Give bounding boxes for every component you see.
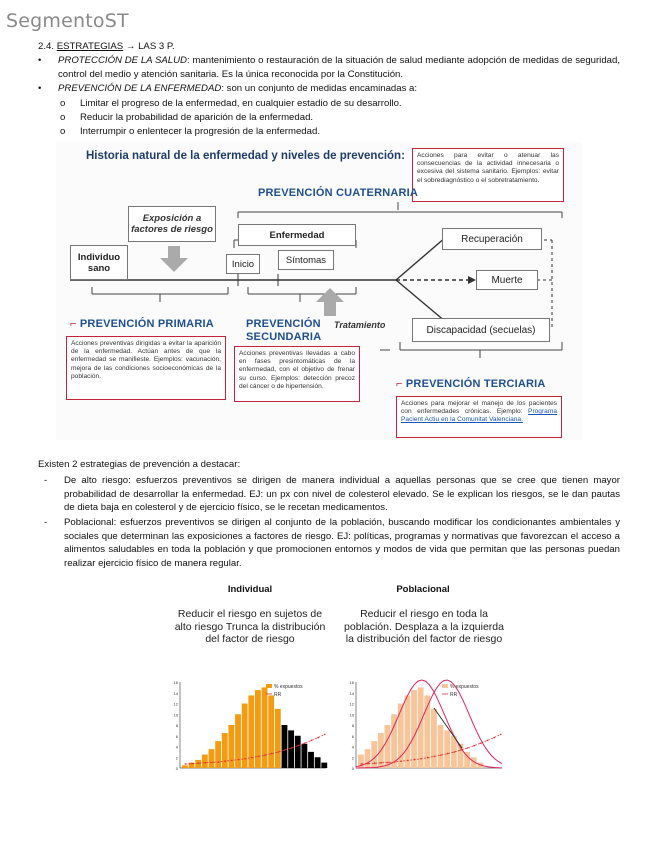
bar xyxy=(438,725,444,768)
bullet-lead: PREVENCIÓN DE LA ENFERMEDAD xyxy=(58,83,222,94)
rr-point xyxy=(311,740,313,742)
y-tick-label: 2 xyxy=(351,755,354,761)
prevention-diagram xyxy=(56,142,582,440)
tertiary-label: ⌐ PREVENCIÓN TERCIARIA xyxy=(396,378,546,390)
bar xyxy=(411,690,417,768)
rr-point xyxy=(447,753,449,755)
rr-point xyxy=(427,757,429,759)
rr-point xyxy=(204,762,206,764)
rr-point xyxy=(407,760,409,762)
bullet-text xyxy=(58,82,620,96)
rr-point xyxy=(324,734,326,736)
bullet-body: : mantenimiento o restauración de la situación de salud mediante adopción de medidas de seguridad, control del medio y atención sanitaria. Es la única reconocida por la Constitución. xyxy=(58,55,620,80)
tertiary-label-text: PREVENCIÓN TERCIARIA xyxy=(405,378,546,390)
y-tick-label: 14 xyxy=(349,690,354,696)
symptoms-box: Síntomas xyxy=(278,250,334,270)
bullet-prevencion xyxy=(38,82,620,96)
rr-point xyxy=(238,759,240,761)
bullet-proteccion xyxy=(38,54,620,81)
bar xyxy=(209,749,215,768)
subbullet-text: Limitar el progreso de la enfermedad, en cualquier estadio de su desarrollo. xyxy=(80,98,402,109)
rr-point xyxy=(258,756,260,758)
right-title: Poblacional xyxy=(396,584,450,595)
rr-point xyxy=(434,756,436,758)
tertiary-box xyxy=(396,396,562,438)
bar xyxy=(222,733,228,768)
bullet-lead: PROTECCIÓN DE LA SALUD xyxy=(58,55,187,66)
section-heading xyxy=(38,40,175,54)
rr-point xyxy=(198,762,200,764)
healthy-box: Individuo sano xyxy=(70,245,128,280)
bar xyxy=(371,741,377,768)
diagram-title: Historia natural de la enfermedad y niveles de prevención: xyxy=(86,150,405,162)
y-tick-label: 12 xyxy=(349,701,354,707)
legend-bar-swatch xyxy=(442,684,448,688)
bar xyxy=(321,763,327,768)
y-tick-label: 16 xyxy=(173,680,178,685)
exposure-box: Exposición a factores de riesgo xyxy=(128,206,216,242)
bar xyxy=(385,725,391,768)
bar xyxy=(215,741,221,768)
strategies-intro: Existen 2 estrategias de prevención a destacar: xyxy=(38,459,241,470)
legend-bar-label: % expuestos xyxy=(274,684,303,690)
y-tick-label: 14 xyxy=(173,690,178,696)
secondary-label-2: SECUNDARIA xyxy=(246,331,322,343)
bar xyxy=(444,730,450,768)
quaternary-label: PREVENCIÓN CUATERNARIA xyxy=(258,187,419,199)
rr-point xyxy=(473,745,475,747)
bar xyxy=(365,749,371,768)
bar xyxy=(282,725,288,768)
secondary-box: Acciones preventivas llevadas a cabo en fases presintomáticas de la enfermedad, con el objetivo de frenar su curso. Ejemplos: detección precoz del cáncer o de hipertensión. xyxy=(234,346,360,402)
bar xyxy=(268,695,274,768)
y-tick-label: 2 xyxy=(175,755,178,761)
onset-box: Inicio xyxy=(226,254,260,274)
bar xyxy=(301,744,307,768)
disability-box: Discapacidad (secuelas) xyxy=(412,318,550,342)
rr-point xyxy=(264,754,266,756)
left-caption: Reducir el riesgo en sujetos de alto riesgo Trunca la distribución del factor de riesgo xyxy=(174,608,326,645)
heading-number: 2.4. xyxy=(38,41,55,52)
legend-bar-label: % expuestos xyxy=(450,684,479,690)
bar xyxy=(404,695,410,768)
y-tick-label: 6 xyxy=(175,733,178,739)
secondary-label-1: PREVENCIÓN xyxy=(246,318,321,330)
bar xyxy=(275,709,281,768)
rr-point xyxy=(231,760,233,762)
bar xyxy=(182,765,188,768)
heading-title: ESTRATEGIAS xyxy=(56,41,124,52)
y-tick-label: 16 xyxy=(349,680,354,685)
legend-line-label: RR xyxy=(274,692,282,698)
primary-box: Acciones preventivas dirigidas a evitar la aparición de la enfermedad. Actúan antes de que la enfermedad se manifieste. Ejemplos: vacunación, mejora de las condiciones socioeconómicas de la población. xyxy=(66,336,226,400)
rr-point xyxy=(460,749,462,751)
rr-point xyxy=(440,754,442,756)
recovery-box: Recuperación xyxy=(442,228,542,250)
rr-point xyxy=(191,763,193,765)
bar xyxy=(315,757,321,768)
y-tick-label: 8 xyxy=(175,723,178,728)
tertiary-text: Acciones para mejorar el manejo de los pacientes con enfermedades crónicas. Ejemplo: xyxy=(401,400,557,416)
subbullet-3 xyxy=(60,125,620,139)
rr-point xyxy=(500,734,502,736)
y-tick-label: 12 xyxy=(173,701,178,707)
bullet-mark: • xyxy=(38,83,42,94)
bar xyxy=(431,709,437,768)
rr-point xyxy=(291,747,293,749)
y-tick-label: 4 xyxy=(351,744,354,750)
subbullet-mark: o xyxy=(60,112,66,123)
heading-arrow: → xyxy=(125,41,136,52)
quaternary-box: Acciones para evitar o atenuar las consecuencias de la actividad innecesaria o excesiva del sistema sanitario. Ejemplos: evitar el sobrediagnóstico o el sobretratamiento. xyxy=(412,148,564,202)
rr-point xyxy=(414,759,416,761)
treatment-label: Tratamiento xyxy=(334,320,386,330)
rr-point xyxy=(467,747,469,749)
primary-label: ⌐ PREVENCIÓN PRIMARIA xyxy=(70,318,214,330)
rr-point xyxy=(480,742,482,744)
bullet-text xyxy=(58,54,620,81)
rr-point xyxy=(374,762,376,764)
rr-point xyxy=(284,749,286,751)
rr-point xyxy=(400,760,402,762)
subbullet-mark: o xyxy=(60,98,66,109)
bar xyxy=(308,752,314,768)
right-caption: Reducir el riesgo en toda la población. Desplaza a la izquierda la distribución del factor de riesgo xyxy=(344,608,504,645)
y-tick-label: 8 xyxy=(351,723,354,728)
strategy-text: De alto riesgo: esfuerzos preventivos se dirigen de manera individual a aquellas personas que se cree que tienen mayor probabilidad de desarrollar la enfermedad. EJ: un px con nivel de colesterol elevado. Se le explican los riesgos, se le dan pautas de dieta baja en colesterol y de ejercicio físico, se le recetan medicamentos. xyxy=(64,475,620,513)
rr-point xyxy=(271,753,273,755)
strategy-text: Poblacional: esfuerzos preventivos se dirigen al conjunto de la población, buscando modificar los condicionantes ambientales y sociales que determinan las exposiciones a factores de riesgo. EJ: políticas, programas y normativas que favorezcan el acceso a alimentos saludables en toda la población y que promocionen entornos y modos de vida que permitan que las personas puedan realizar ejercicio físico de manera regular. xyxy=(64,517,620,569)
bar xyxy=(202,755,208,768)
y-tick-label: 0 xyxy=(175,766,178,771)
watermark: SegmentoST xyxy=(6,10,129,32)
y-tick-label: 10 xyxy=(173,712,178,718)
rr-point xyxy=(394,761,396,763)
secondary-label xyxy=(246,318,321,344)
bar xyxy=(195,760,201,768)
disease-box: Enfermedad xyxy=(238,224,356,246)
rr-point xyxy=(453,751,455,753)
left-title: Individual xyxy=(227,584,273,595)
strategy-population xyxy=(44,516,620,570)
bullet-mark: • xyxy=(38,55,42,66)
death-box: Muerte xyxy=(476,270,538,290)
tertiary-link[interactable]: Programa Pacient Actiu en la Comunitat Valenciana. xyxy=(401,408,557,424)
rr-point xyxy=(185,763,187,765)
individual-chart xyxy=(166,678,330,778)
rr-point xyxy=(387,762,389,764)
bar xyxy=(228,725,234,768)
primary-label-text: PREVENCIÓN PRIMARIA xyxy=(79,318,214,330)
subbullet-2 xyxy=(60,111,620,125)
strategy-mark: - xyxy=(44,475,48,486)
strategy-figure xyxy=(160,578,510,778)
legend-bar-swatch xyxy=(266,684,272,688)
population-chart xyxy=(342,678,506,778)
subbullet-mark: o xyxy=(60,126,66,137)
strategy-high-risk xyxy=(44,474,620,515)
legend-line-label: RR xyxy=(450,692,458,698)
rr-point xyxy=(487,740,489,742)
rr-point xyxy=(367,763,369,765)
y-tick-label: 10 xyxy=(349,712,354,718)
strategy-mark: - xyxy=(44,517,48,528)
y-tick-label: 0 xyxy=(351,766,354,771)
rr-point xyxy=(211,762,213,764)
y-tick-label: 4 xyxy=(175,744,178,750)
rr-point xyxy=(361,763,363,765)
rr-point xyxy=(251,757,253,759)
bar xyxy=(295,736,301,768)
rr-point xyxy=(224,760,226,762)
rr-point xyxy=(317,737,319,739)
rr-point xyxy=(277,751,279,753)
rr-point xyxy=(304,742,306,744)
subbullet-text: Reducir la probabilidad de aparición de la enfermedad. xyxy=(80,112,314,123)
heading-rest: LAS 3 P. xyxy=(138,41,175,52)
y-tick-label: 6 xyxy=(351,733,354,739)
rr-point xyxy=(420,758,422,760)
bar xyxy=(288,730,294,768)
rr-point xyxy=(380,762,382,764)
rr-point xyxy=(218,761,220,763)
rr-point xyxy=(244,758,246,760)
bullet-body: : son un conjunto de medidas encaminadas a: xyxy=(221,83,418,94)
subbullet-1 xyxy=(60,97,620,111)
rr-point xyxy=(493,737,495,739)
rr-point xyxy=(297,745,299,747)
subbullet-text: Interrumpir o enlentecer la progresión de la enfermedad. xyxy=(80,126,320,137)
